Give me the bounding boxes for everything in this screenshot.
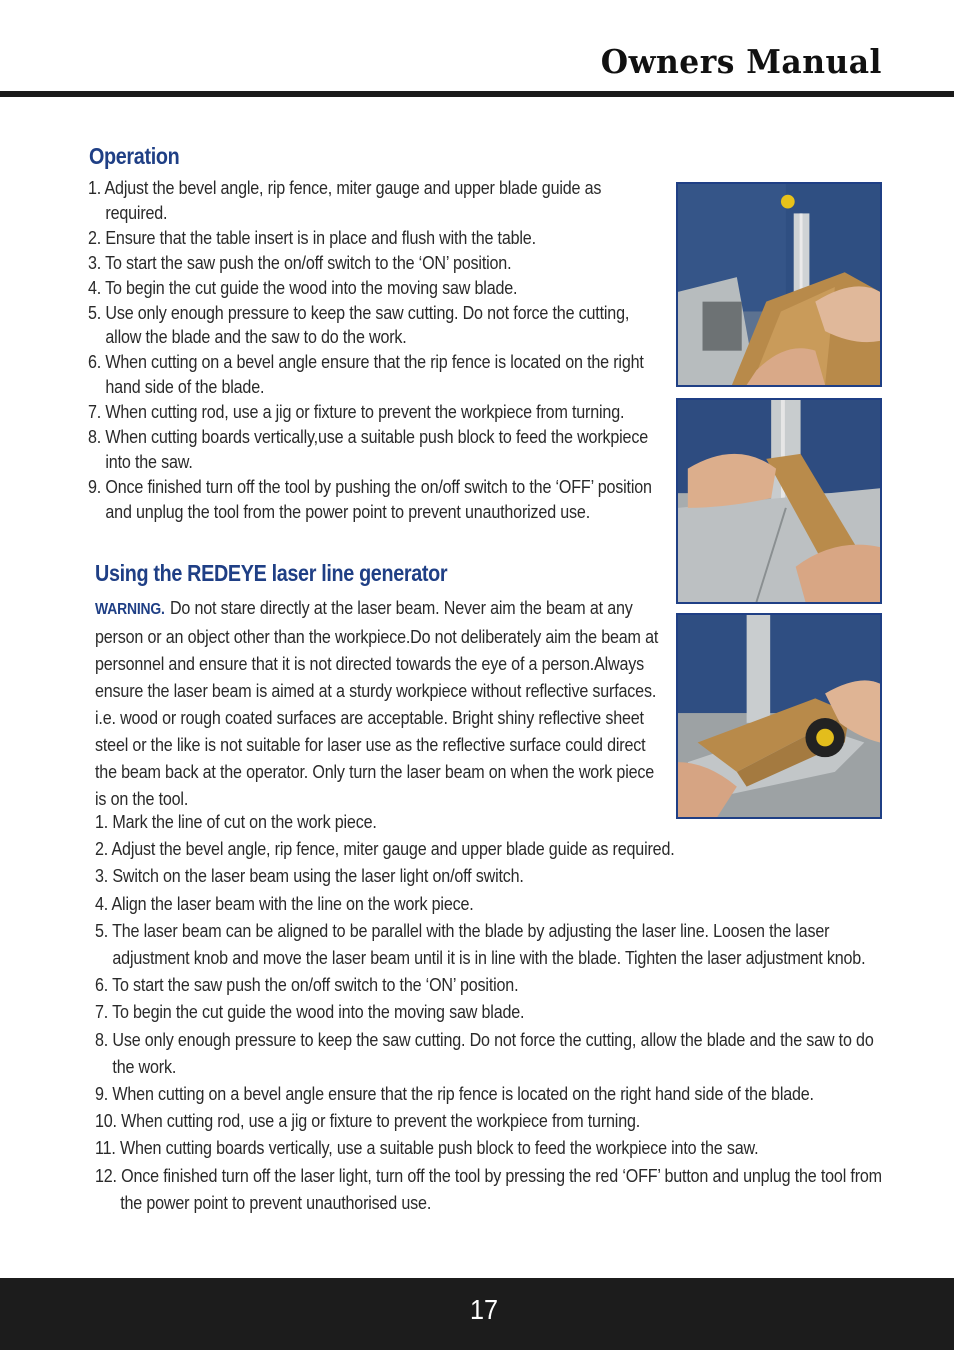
list-item: 7. To begin the cut guide the wood into the moving saw blade.: [95, 1001, 525, 1023]
list-item: 1. Mark the line of cut on the work piece.: [95, 811, 377, 832]
list-item: 8. When cutting boards vertically,use a suitable push block to feed the workpiece into the saw.: [88, 426, 648, 472]
list-item: 5. Use only enough pressure to keep the saw cutting. Do not force the cutting, allow the blade and the saw to do the work.: [88, 301, 630, 348]
list-item: 3. Switch on the laser beam using the laser light on/off switch.: [95, 865, 524, 887]
list-item: 4. To begin the cut guide the wood into the moving saw blade.: [88, 276, 518, 298]
photo-saw-cutting-2: [676, 398, 882, 604]
operation-heading: Operation: [89, 143, 180, 169]
list-item: 10. When cutting rod, use a jig or fixture to prevent the workpiece from turning.: [95, 1110, 641, 1132]
list-item: 12. Once finished turn off the laser light, turn off the tool by pressing the red ‘OFF’ button and unplug the tool from the power point to prevent unauthorised use.: [95, 1164, 882, 1213]
list-item: 11. When cutting boards vertically, use a suitable push block to feed the workpiece into the saw.: [95, 1137, 759, 1159]
list-item: 1. Adjust the bevel angle, rip fence, miter gauge and upper blade guide as required.: [88, 177, 602, 223]
list-item: 6. To start the saw push the on/off switch to the ‘ON’ position.: [95, 974, 519, 996]
list-item: 4. Align the laser beam with the line on the work piece.: [95, 892, 474, 914]
list-item: 9. When cutting on a bevel angle ensure that the rip fence is located on the right hand side of the blade.: [95, 1083, 814, 1105]
warning-label: WARNING.: [95, 601, 165, 618]
photo-saw-cutting-1: [676, 182, 882, 387]
list-item: 3. To start the saw push the on/off switch to the ‘ON’ position.: [88, 251, 512, 273]
photo-laser-adjustment: [676, 613, 882, 819]
warning-text: Do not stare directly at the laser beam. Never aim the beam at any person or an object other than the workpiece.Do not deliberately aim the beam at personnel and ensure that it is not directed towards the eye of a person.Always ensure the laser beam is aimed at a sturdy workpiece without reflective surfaces. i.e. wood or rough coated surfaces are acceptable. Bright shiny reflective sheet steel or the like is not suitable for laser use as the reflective surface could direct the beam back at the operator. Only turn the laser beam on when the work piece is on the tool.: [95, 597, 659, 809]
list-item: 9. Once finished turn off the tool by pushing the on/off switch to the ‘OFF’ position and unplug the tool from the power point to prevent unauthorized use.: [88, 475, 652, 522]
page-title: Owners Manual: [600, 42, 882, 81]
list-item: 2. Ensure that the table insert is in place and flush with the table.: [88, 226, 536, 248]
warning-block: [95, 594, 745, 812]
page-number: 17: [469, 1294, 499, 1325]
list-item: 2. Adjust the bevel angle, rip fence, miter gauge and upper blade guide as required.: [95, 838, 675, 860]
laser-steps-list: [95, 808, 954, 1216]
list-item: 7. When cutting rod, use a jig or fixture to prevent the workpiece from turning.: [88, 401, 625, 423]
list-item: 6. When cutting on a bevel angle ensure that the rip fence is located on the right hand side of the blade.: [88, 351, 644, 398]
operation-list: [88, 176, 748, 525]
list-item: 5. The laser beam can be aligned to be parallel with the blade by adjusting the laser line. Loosen the laser adjustment knob and move the laser beam until it is in line with the blade. Tighten the laser adjustment knob.: [95, 919, 866, 969]
laser-heading: Using the REDEYE laser line generator: [95, 560, 448, 586]
list-item: 8. Use only enough pressure to keep the saw cutting. Do not force the cutting, allow the blade and the saw to do the work.: [95, 1028, 874, 1077]
header-rule: [0, 91, 954, 97]
